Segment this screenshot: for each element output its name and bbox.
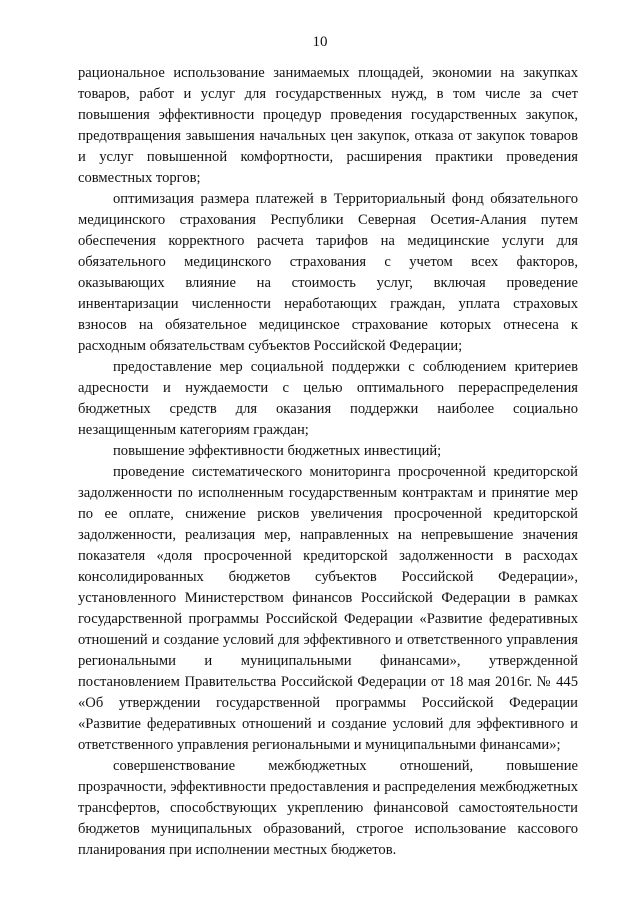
page-number: 10 — [312, 34, 328, 50]
paragraph-insurance-payments: оптимизация размера платежей в Территориальный фонд обязательного медицинского страхования Республики Северная Осетия-Алания путем обеспечения корректного расчета тарифов на медицинские услуги для обязательного медицинского страхования с учетом всех факторов, оказывающих влияние на стоимость услуг, включая проведение инвентаризации численности неработающих граждан, уплата страховых взносов на обязательное медицинское страхование которых отнесена к расходным обязательствам субъектов Российской Федерации; — [78, 191, 578, 354]
paragraph-rational-use: рациональное использование занимаемых площадей, экономии на закупках товаров, работ и услуг для государственных нужд, в том числе за счет повышения эффективности процедур проведения государственных закупок, предотвращения завышения начальных цен закупок, отказа от закупок товаров и услуг повышенной комфортности, расширения практики проведения совместных торгов; — [78, 65, 578, 186]
paragraph-interbudget-relations: совершенствование межбюджетных отношений, повышение прозрачности, эффективности предоставления и распределения межбюджетных трансфертов, способствующих укреплению финансовой самостоятельности бюджетов муниципальных образований, строгое использование кассового планирования при исполнении местных бюджетов. — [78, 758, 578, 858]
paragraph-social-support: предоставление мер социальной поддержки с соблюдением критериев адресности и нуждаемости с целью оптимального перераспределения бюджетных средств для оказания поддержки наиболее социально незащищенным категориям граждан; — [78, 359, 578, 438]
paragraph-debt-monitoring: проведение систематического мониторинга просроченной кредиторской задолженности по исполненным государственным контрактам и принятие мер по ее оплате, снижение рисков увеличения просроченной кредиторской задолженности, реализация мер, направленных на непревышение значения показателя «доля просроченной кредиторской задолженности в расходах консолидированных бюджетов субъектов Российской Федерации», установленного Министерством финансов Российской Федерации в рамках государственной программы Российской Федерации «Развитие федеративных отношений и создание условий для эффективного и ответственного управления региональными и муниципальными финансами», утвержденной постановлением Правительства Российской Федерации от 18 мая 2016г. № 445 «Об утверждении государственной программы Российской Федерации «Развитие федеративных отношений и создание условий для эффективного и ответственного управления региональными и муниципальными финансами»; — [78, 464, 578, 753]
paragraph-investment-efficiency: повышение эффективности бюджетных инвестиций; — [113, 443, 442, 459]
body-text — [78, 63, 578, 861]
